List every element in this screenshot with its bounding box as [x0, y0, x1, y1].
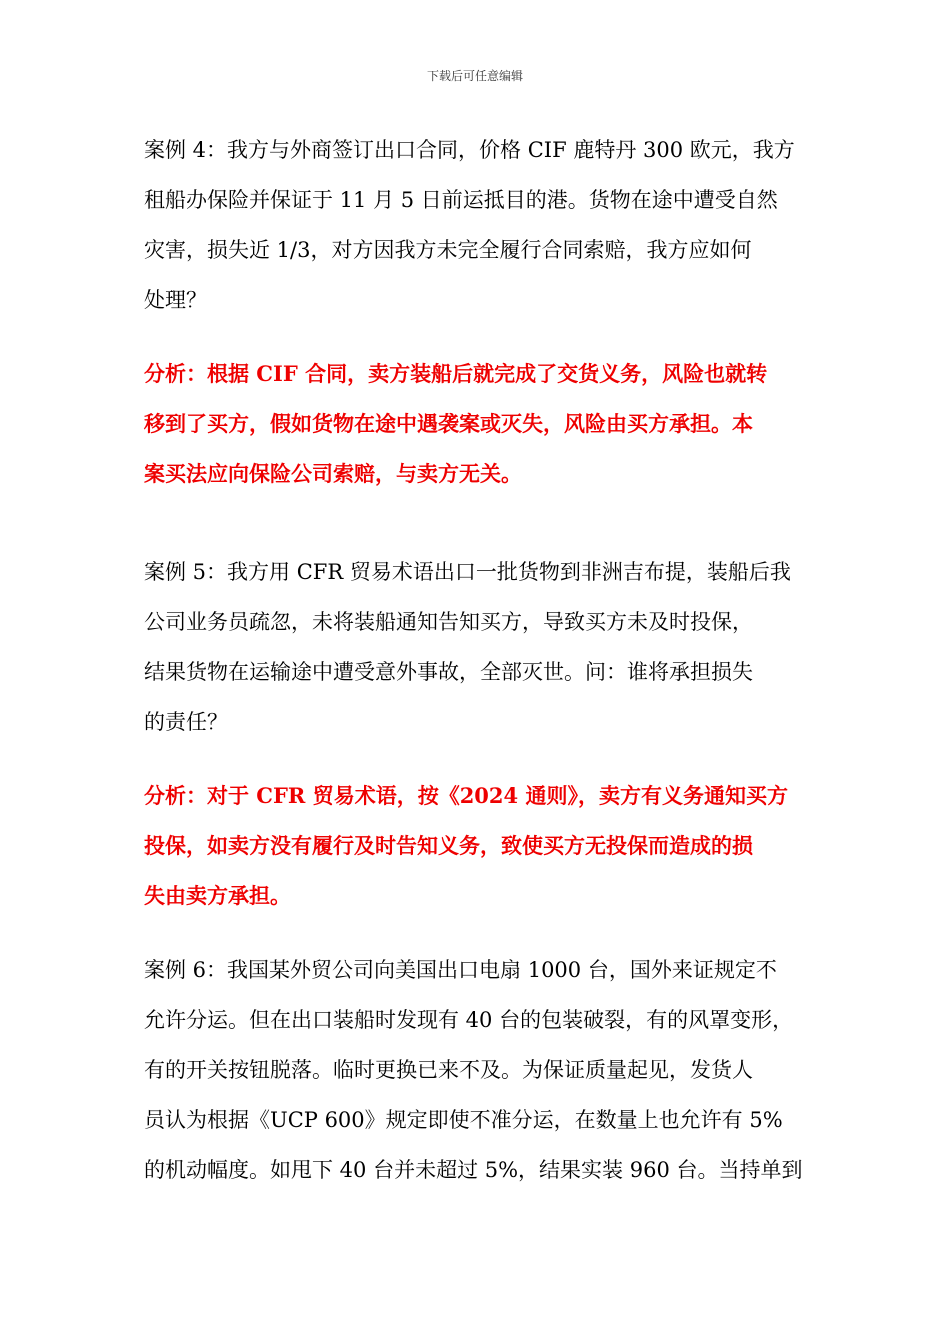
- case-6-line: 有的开关按钮脱落。临时更换已来不及。为保证质量起见，发货人: [144, 1058, 753, 1082]
- case-4-line: 案例 4：我方与外商签订出口合同，价格 CIF 鹿特丹 300 欧元，我方: [144, 138, 795, 162]
- case-5-line: 的责任？: [144, 710, 228, 734]
- case-4-line: 灾害，损失近 1/3，对方因我方未完全履行合同索赔，我方应如何: [144, 238, 752, 262]
- analysis-5-paragraph: [144, 778, 816, 928]
- case-6-line: 员认为根据《UCP 600》规定即使不准分运，在数量上也允许有 5%: [144, 1108, 783, 1132]
- case-6-line: 允许分运。但在出口装船时发现有 40 台的包装破裂，有的风罩变形，: [144, 1008, 794, 1032]
- case-5-line: 结果货物在运输途中遭受意外事故，全部灭世。问：谁将承担损失: [144, 660, 753, 684]
- analysis-4-line: 分析：根据 CIF 合同，卖方装船后就完成了交货义务，风险也就转: [144, 361, 768, 386]
- analysis-5-line: 失由卖方承担。: [144, 883, 291, 908]
- case-5-line: 公司业务员疏忽，未将装船通知告知买方，导致买方未及时投保，: [144, 610, 753, 634]
- page-header: 下载后可任意编辑: [426, 69, 523, 83]
- case-4-line: 租船办保险并保证于 11 月 5 日前运抵目的港。货物在途中遭受自然: [144, 188, 778, 212]
- case-6-paragraph: [144, 952, 816, 1202]
- case-4-paragraph: [144, 132, 816, 332]
- case-4-line: 处理？: [144, 288, 207, 312]
- analysis-5-line: 投保，如卖方没有履行及时告知义务，致使买方无投保而造成的损: [144, 833, 753, 858]
- spacer: [144, 928, 816, 952]
- analysis-5-line: 分析：对于 CFR 贸易术语，按《2024 通则》，卖方有义务通知买方: [144, 783, 788, 808]
- analysis-4-line: 案买法应向保险公司索赔，与卖方无关。: [144, 461, 522, 486]
- spacer: [144, 506, 816, 554]
- spacer: [144, 754, 816, 778]
- case-6-line: 的机动幅度。如甩下 40 台并未超过 5%，结果实装 960 台。当持单到: [144, 1158, 803, 1182]
- document-body: [144, 132, 816, 1202]
- analysis-4-paragraph: [144, 356, 816, 506]
- analysis-4-line: 移到了买方，假如货物在途中遇袭案或灭失，风险由买方承担。本: [144, 411, 753, 436]
- case-5-line: 案例 5：我方用 CFR 贸易术语出口一批货物到非洲吉布提，装船后我: [144, 560, 791, 584]
- case-5-paragraph: [144, 554, 816, 754]
- case-6-line: 案例 6：我国某外贸公司向美国出口电扇 1000 台，国外来证规定不: [144, 958, 777, 982]
- spacer: [144, 332, 816, 356]
